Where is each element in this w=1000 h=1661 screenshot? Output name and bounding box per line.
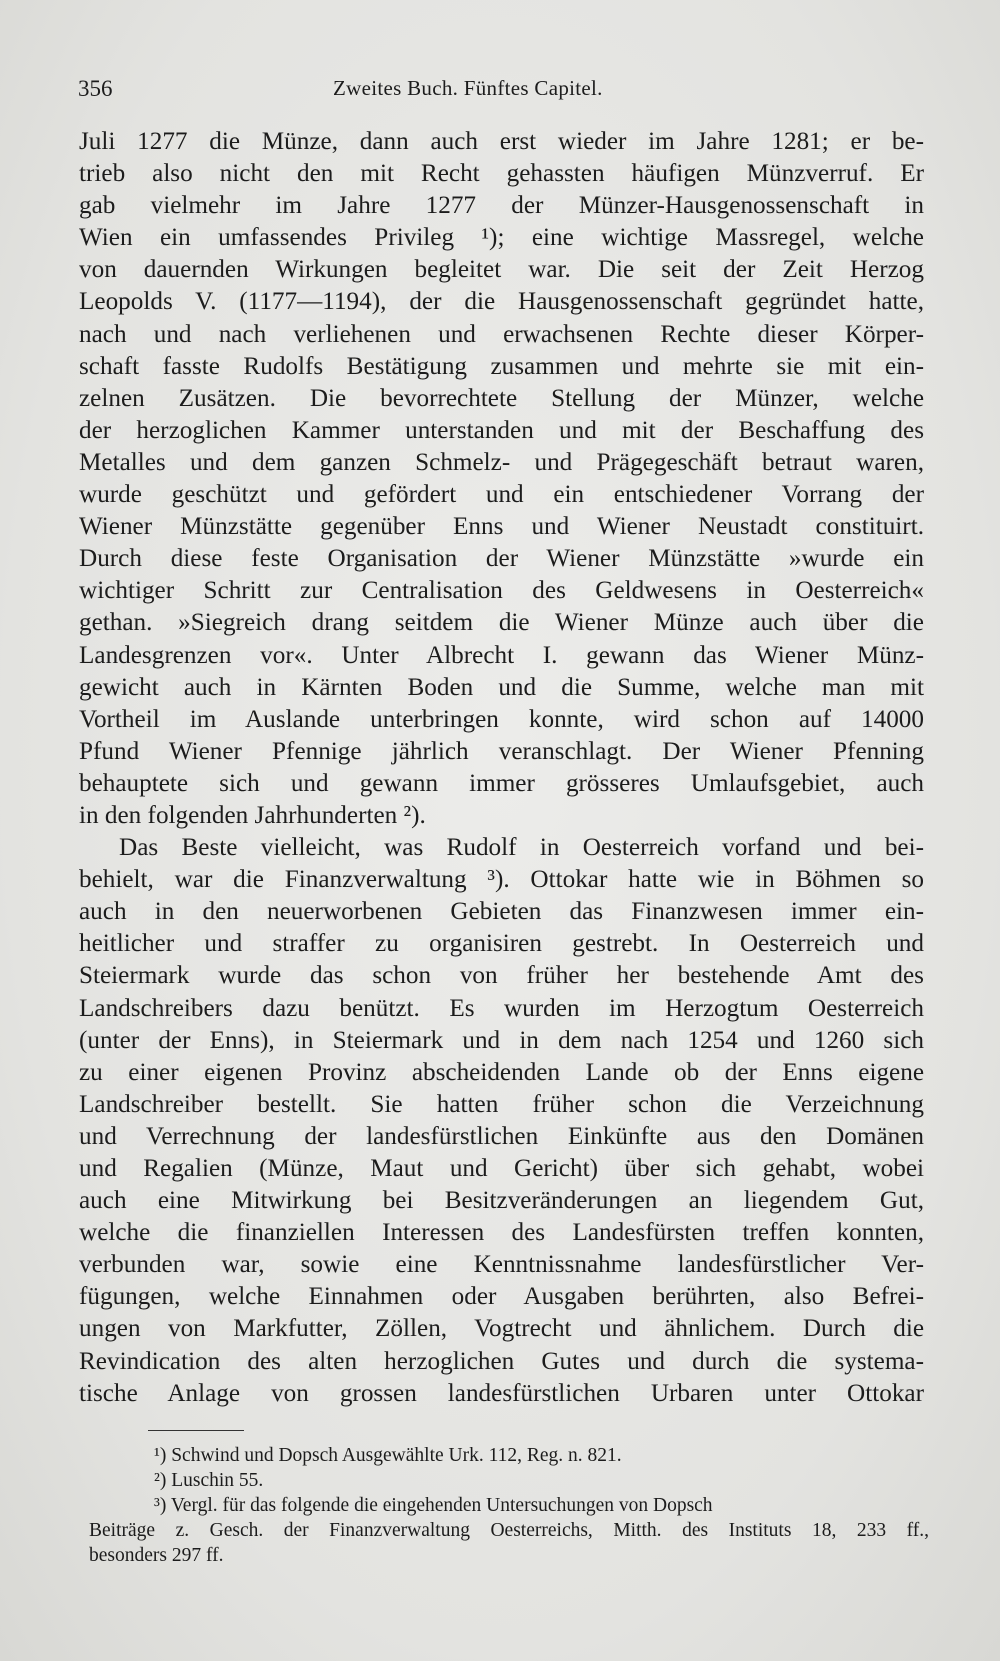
- text-line: fügungen, welche Einnahmen oder Ausgaben berührten, also Befrei-: [79, 1283, 924, 1311]
- text-line: Revindication des alten herzoglichen Gutes und durch die systema-: [79, 1347, 924, 1375]
- text-line: wurde geschützt und gefördert und ein entschiedener Vorrang der: [79, 481, 924, 509]
- footnote-divider: [148, 1430, 244, 1431]
- text-line: behielt, war die Finanzverwaltung ³). Ottokar hatte wie in Böhmen so: [79, 866, 924, 894]
- text-line: Pfund Wiener Pfennige jährlich veranschlagt. Der Wiener Pfenning: [79, 737, 924, 765]
- text-line: der herzoglichen Kammer unterstanden und mit der Beschaffung des: [79, 416, 924, 444]
- page-number: 356: [78, 76, 113, 101]
- paragraph-first-line: Das Beste vielleicht, was Rudolf in Oesterreich vorfand und bei-: [119, 834, 924, 862]
- text-line: Durch diese feste Organisation der Wiener Münzstätte »wurde ein: [79, 545, 924, 573]
- text-line: Wiener Münzstätte gegenüber Enns und Wiener Neustadt constituirt.: [79, 513, 924, 541]
- text-line: schaft fasste Rudolfs Bestätigung zusammen und mehrte sie mit ein-: [79, 352, 924, 380]
- text-line: welche die finanziellen Interessen des Landesfürsten treffen konnten,: [79, 1219, 924, 1247]
- running-title: Zweites Buch. Fünftes Capitel.: [333, 76, 603, 100]
- text-line: Steiermark wurde das schon von früher her bestehende Amt des: [79, 962, 924, 990]
- text-line: heitlicher und straffer zu organisiren gestrebt. In Oesterreich und: [79, 930, 924, 958]
- paragraph-last-line: in den folgenden Jahrhunderten ²).: [79, 801, 426, 829]
- text-line: Vortheil im Auslande unterbringen konnte, wird schon auf 14000: [79, 705, 924, 733]
- text-line: Juli 1277 die Münze, dann auch erst wieder im Jahre 1281; er be-: [79, 128, 924, 155]
- text-line: nach und nach verliehenen und erwachsenen Rechte dieser Körper-: [79, 320, 924, 348]
- text-line: zelnen Zusätzen. Die bevorrechtete Stellung der Münzer, welche: [79, 384, 924, 412]
- footnote-2: ²) Luschin 55.: [154, 1470, 264, 1491]
- text-line: auch in den neuerworbenen Gebieten das Finanzwesen immer ein-: [79, 898, 924, 926]
- footnote-3: ³) Vergl. für das folgende die eingehenden Untersuchungen von Dopsch: [154, 1495, 713, 1516]
- text-line: (unter der Enns), in Steiermark und in dem nach 1254 und 1260 sich: [79, 1026, 924, 1054]
- text-line: Leopolds V. (1177—1194), der die Hausgenossenschaft gegründet hatte,: [79, 288, 924, 316]
- text-line: von dauernden Wirkungen begleitet war. Die seit der Zeit Herzog: [79, 256, 924, 284]
- text-line: Wien ein umfassendes Privileg ¹); eine wichtige Massregel, welche: [79, 224, 924, 252]
- footnotes: [89, 1443, 929, 1568]
- text-line: zu einer eigenen Provinz abscheidenden Lande ob der Enns eigene: [79, 1058, 924, 1086]
- footnote-1: ¹) Schwind und Dopsch Ausgewählte Urk. 112, Reg. n. 821.: [154, 1445, 622, 1466]
- text-line: Landesgrenzen vor«. Unter Albrecht I. gewann das Wiener Münz-: [79, 641, 924, 669]
- text-line: auch eine Mitwirkung bei Besitzveränderungen an liegendem Gut,: [79, 1187, 924, 1215]
- text-line: verbunden war, sowie eine Kenntnissnahme landesfürstlicher Ver-: [79, 1251, 924, 1279]
- text-line: behauptete sich und gewann immer grösseres Umlaufsgebiet, auch: [79, 769, 924, 797]
- text-line: und Verrechnung der landesfürstlichen Einkünfte aus den Domänen: [79, 1122, 924, 1150]
- text-line: Metalles und dem ganzen Schmelz- und Prägegeschäft betraut waren,: [79, 448, 924, 476]
- text-line: gethan. »Siegreich drang seitdem die Wiener Münze auch über die: [79, 609, 924, 637]
- text-line: gewicht auch in Kärnten Boden und die Summe, welche man mit: [79, 673, 924, 701]
- footnote-3-continuation: besonders 297 ff.: [89, 1545, 224, 1566]
- text-line: tische Anlage von grossen landesfürstlichen Urbaren unter Ottokar: [79, 1379, 924, 1407]
- text-line: Landschreibers dazu benützt. Es wurden im Herzogtum Oesterreich: [79, 994, 924, 1022]
- text-line: wichtiger Schritt zur Centralisation des Geldwesens in Oesterreich«: [79, 577, 924, 605]
- page-header: [78, 76, 926, 106]
- text-line: ungen von Markfutter, Zöllen, Vogtrecht und ähnlichem. Durch die: [79, 1315, 924, 1343]
- footnote-3-continuation: Beiträge z. Gesch. der Finanzverwaltung Oesterreichs, Mitth. des Instituts 18, 233 ff.,: [89, 1520, 929, 1541]
- text-line: und Regalien (Münze, Maut und Gericht) über sich gehabt, wobei: [79, 1155, 924, 1182]
- text-line: Landschreiber bestellt. Sie hatten früher schon die Verzeichnung: [79, 1090, 924, 1118]
- body-text: [79, 126, 924, 1410]
- text-line: gab vielmehr im Jahre 1277 der Münzer-Hausgenossenschaft in: [79, 192, 924, 220]
- text-line: trieb also nicht den mit Recht gehassten häufigen Münzverruf. Er: [79, 160, 924, 188]
